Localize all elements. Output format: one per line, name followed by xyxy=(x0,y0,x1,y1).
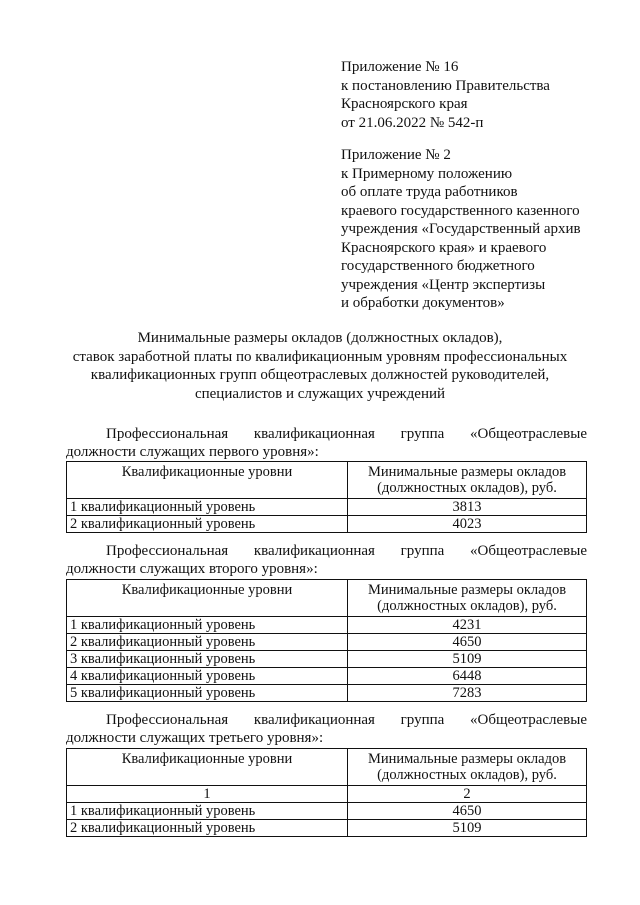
appendix-line: об оплате труда работников xyxy=(341,184,518,200)
level-cell: 3 квалификационный уровень xyxy=(67,651,348,668)
value-cell: 5109 xyxy=(348,651,587,668)
value-cell: 4231 xyxy=(348,617,587,634)
title-line: специалистов и служащих учреждений xyxy=(194,385,446,402)
table-row xyxy=(67,634,587,651)
table-row xyxy=(67,516,587,533)
appendix-line: Приложение № 2 xyxy=(341,147,451,163)
group-heading-line: должности служащих второго уровня»: xyxy=(66,561,318,577)
appendix-line: Красноярского края xyxy=(341,96,468,112)
appendix-line: и обработки документов» xyxy=(341,295,505,311)
group-heading-line: Профессиональная квалификационная группа «Общеотраслевые xyxy=(106,543,587,559)
appendix-line: учреждения «Центр экспертизы xyxy=(341,276,546,293)
appendix-line: Приложение № 16 xyxy=(341,59,459,75)
table-row xyxy=(67,668,587,685)
column-number: 1 xyxy=(67,786,348,803)
appendix-2-header xyxy=(341,146,631,313)
table-header-row xyxy=(67,580,587,617)
header-salary: Минимальные размеры окладов (должностных окладов), руб. xyxy=(348,580,587,617)
value-cell: 4650 xyxy=(348,803,587,820)
level-cell: 1 квалификационный уровень xyxy=(67,617,348,634)
group-heading-line: должности служащих третьего уровня»: xyxy=(66,730,324,746)
group-3-heading xyxy=(66,711,587,747)
table-row xyxy=(67,820,587,837)
group-2-heading xyxy=(66,542,587,578)
table-row xyxy=(67,499,587,516)
value-cell: 3813 xyxy=(348,499,587,516)
table-header-row xyxy=(67,749,587,786)
appendix-line: государственного бюджетного xyxy=(341,258,535,274)
group-1-heading xyxy=(66,425,587,461)
value-cell: 5109 xyxy=(348,820,587,837)
title-line: ставок заработной платы по квалификационным уровням профессиональных xyxy=(72,348,568,365)
appendix-line: учреждения «Государственный архив xyxy=(341,221,581,237)
table-row xyxy=(67,803,587,820)
appendix-line: краевого государственного казенного xyxy=(341,202,580,219)
value-cell: 4023 xyxy=(348,516,587,533)
level-cell: 2 квалификационный уровень xyxy=(67,516,348,533)
level-cell: 1 квалификационный уровень xyxy=(67,499,348,516)
header-salary: Минимальные размеры окладов (должностных окладов), руб. xyxy=(348,749,587,786)
group-1-table xyxy=(66,461,587,533)
appendix-line: от 21.06.2022 № 542-п xyxy=(341,114,484,131)
level-cell: 2 квалификационный уровень xyxy=(67,820,348,837)
value-cell: 4650 xyxy=(348,634,587,651)
table-row xyxy=(67,651,587,668)
table-row xyxy=(67,685,587,702)
appendix-line: к Примерному положению xyxy=(341,165,513,182)
appendix-16-header xyxy=(341,58,631,132)
column-number-row xyxy=(67,786,587,803)
table-row xyxy=(67,617,587,634)
title-line: квалификационных групп общеотраслевых должностей руководителей, xyxy=(90,367,550,383)
value-cell: 7283 xyxy=(348,685,587,702)
group-heading-line: должности служащих первого уровня»: xyxy=(66,444,319,460)
document-title xyxy=(40,329,600,403)
value-cell: 6448 xyxy=(348,668,587,685)
header-salary: Минимальные размеры окладов (должностных окладов), руб. xyxy=(348,462,587,499)
title-line: Минимальные размеры окладов (должностных окладов), xyxy=(137,330,503,346)
group-heading-line: Профессиональная квалификационная группа «Общеотраслевые xyxy=(106,712,587,728)
header-levels: Квалификационные уровни xyxy=(67,580,348,617)
level-cell: 5 квалификационный уровень xyxy=(67,685,348,702)
group-2-table xyxy=(66,579,587,702)
level-cell: 4 квалификационный уровень xyxy=(67,668,348,685)
level-cell: 1 квалификационный уровень xyxy=(67,803,348,820)
header-levels: Квалификационные уровни xyxy=(67,462,348,499)
group-3-table xyxy=(66,748,587,837)
appendix-line: к постановлению Правительства xyxy=(341,77,550,94)
column-number: 2 xyxy=(348,786,587,803)
header-levels: Квалификационные уровни xyxy=(67,749,348,786)
level-cell: 2 квалификационный уровень xyxy=(67,634,348,651)
group-heading-line: Профессиональная квалификационная группа «Общеотраслевые xyxy=(106,426,587,442)
table-header-row xyxy=(67,462,587,499)
appendix-line: Красноярского края» и краевого xyxy=(341,239,547,256)
